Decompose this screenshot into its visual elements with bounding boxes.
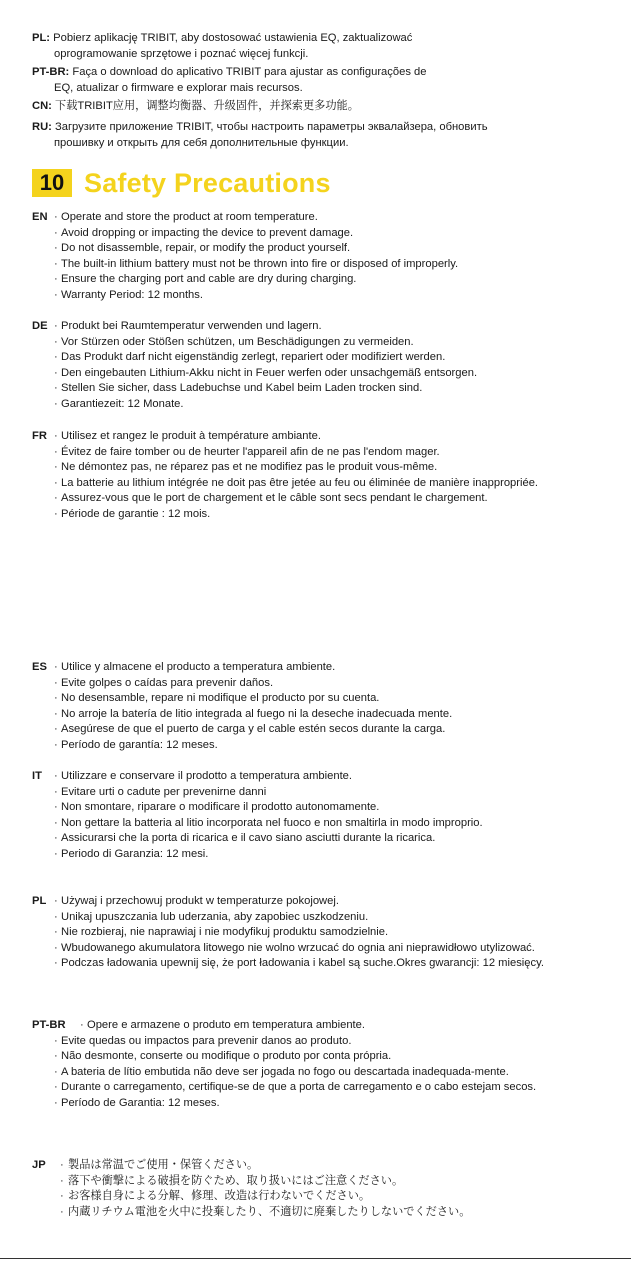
list-item: · 落下や衝撃による破損を防ぐため、取り扱いにはご注意ください。 (60, 1174, 620, 1190)
list-item: · Ensure the charging port and cable are dry during charging. (54, 272, 626, 288)
list-item: · Unikaj upuszczania lub uderzania, aby zapobiec uszkodzeniu. (54, 910, 626, 926)
list-item: · Período de garantía: 12 meses. (54, 738, 626, 754)
list-item: · Wbudowanego akumulatora litowego nie wolno wrzucać do ognia ani nieprawidłowo utylizować. (54, 941, 626, 957)
list-item: · お客様自身による分解、修理、改造は行わないでください。 (60, 1189, 620, 1205)
section-heading (32, 166, 331, 200)
lang-code: PL (32, 895, 47, 907)
intro-pl (32, 30, 622, 62)
precaution-list (54, 210, 626, 303)
lang-code: ES (32, 661, 47, 673)
lang-code: IT (32, 770, 42, 782)
list-item: · Assurez-vous que le port de chargement et le câble sont secs pendant le chargement. (54, 491, 626, 507)
intro-text-cont: oprogramowanie sprzętowe i poznać więcej funkcji. (54, 48, 309, 60)
precaution-list (60, 1158, 620, 1220)
lang-code: JP (32, 1159, 46, 1171)
list-item: · Non smontare, riparare o modificare il prodotto autonomamente. (54, 800, 626, 816)
list-item: · Ne démontez pas, ne réparez pas et ne modifiez pas le produit vous-même. (54, 460, 626, 476)
list-item: · Nie rozbieraj, nie naprawiaj i nie modyfikuj produktu samodzielnie. (54, 925, 626, 941)
list-item: · Evite quedas ou impactos para prevenir danos ao produto. (54, 1034, 626, 1050)
list-item: · Produkt bei Raumtemperatur verwenden und lagern. (54, 319, 626, 335)
list-item: · Asegúrese de que el puerto de carga y el cable estén secos durante la carga. (54, 722, 626, 738)
list-item: · No arroje la batería de litio integrada al fuego ni la deseche inadecuada mente. (54, 707, 626, 723)
list-item: · Używaj i przechowuj produkt w temperaturze pokojowej. (54, 894, 626, 910)
section-title: Safety Precautions (84, 167, 331, 198)
bottom-divider (0, 1258, 631, 1259)
list-item: · Den eingebauten Lithium-Akku nicht in Feuer werfen oder unsachgemäß entsorgen. (54, 366, 626, 382)
list-item: · Operate and store the product at room temperature. (54, 210, 626, 226)
list-item: · 製品は常温でご使用・保管ください。 (60, 1158, 620, 1174)
precaution-list (54, 660, 626, 753)
intro-ru (32, 119, 622, 151)
list-item: · Avoid dropping or impacting the device to prevent damage. (54, 226, 626, 242)
list-item: · Évitez de faire tomber ou de heurter l'appareil afin de ne pas l'endom mager. (54, 445, 626, 461)
lang-code: EN (32, 211, 48, 223)
list-item: · La batterie au lithium intégrée ne doit pas être jetée au feu ou éliminée de manière inappropriée. (54, 476, 626, 492)
section-number-badge: 10 (32, 169, 72, 197)
intro-text: Pobierz aplikację TRIBIT, aby dostosować ustawienia EQ, zaktualizować (53, 32, 413, 44)
list-item: · Période de garantie : 12 mois. (54, 507, 626, 523)
intro-text: Загрузите приложение TRIBIT, чтобы настроить параметры эквалайзера, обновить (55, 121, 488, 133)
intro-code: RU: (32, 121, 52, 133)
precaution-list (54, 894, 626, 972)
intro-code: PT-BR: (32, 66, 70, 78)
list-item: · Stellen Sie sicher, dass Ladebuchse und Kabel beim Laden trocken sind. (54, 381, 626, 397)
intro-code: CN: (32, 100, 52, 112)
list-item: · Das Produkt darf nicht eigenständig zerlegt, repariert oder modifiziert werden. (54, 350, 626, 366)
list-item: · Warranty Period: 12 months. (54, 288, 626, 304)
list-item: · Garantiezeit: 12 Monate. (54, 397, 626, 413)
list-item: · Período de Garantia: 12 meses. (54, 1096, 626, 1112)
precaution-list (54, 319, 626, 412)
list-item: · Utilisez et rangez le produit à température ambiante. (54, 429, 626, 445)
list-item: · Evitare urti o cadute per prevenirne danni (54, 785, 626, 801)
list-item: · Do not disassemble, repair, or modify the product yourself. (54, 241, 626, 257)
intro-code: PL: (32, 32, 51, 44)
list-item: · Utilizzare e conservare il prodotto a temperatura ambiente. (54, 769, 626, 785)
precaution-list (80, 1018, 625, 1034)
precaution-list-cont (54, 1034, 626, 1112)
intro-text: 下载TRIBIT应用，调整均衡器、升级固件，并探索更多功能。 (55, 100, 359, 112)
intro-text-cont: EQ, atualizar o firmware e explorar mais recursos. (54, 82, 303, 94)
intro-text-cont: прошивку и открыть для себя дополнительные функции. (54, 137, 349, 149)
list-item: · Periodo di Garanzia: 12 mesi. (54, 847, 626, 863)
lang-code: DE (32, 320, 48, 332)
list-item: · Evite golpes o caídas para prevenir daños. (54, 676, 626, 692)
list-item: · No desensamble, repare ni modifique el producto por su cuenta. (54, 691, 626, 707)
list-item: · 内蔵リチウム電池を火中に投棄したり、不適切に廃棄したりしないでください。 (60, 1205, 620, 1221)
list-item: · Assicurarsi che la porta di ricarica e il cavo siano asciutti durante la ricarica. (54, 831, 626, 847)
precaution-list (54, 429, 626, 522)
lang-code: FR (32, 430, 47, 442)
list-item: · Non gettare la batteria al litio incorporata nel fuoco e non smaltirla in modo improprio. (54, 816, 626, 832)
list-item: · Não desmonte, conserte ou modifique o produto por conta própria. (54, 1049, 626, 1065)
precaution-list (54, 769, 626, 862)
list-item: · A bateria de lítio embutida não deve ser jogada no fogo ou descartada inadequada-mente. (54, 1065, 626, 1081)
intro-text: Faça o download do aplicativo TRIBIT para ajustar as configurações de (72, 66, 427, 78)
list-item: · Opere e armazene o produto em temperatura ambiente. (80, 1018, 625, 1034)
list-item: · Vor Stürzen oder Stößen schützen, um Beschädigungen zu vermeiden. (54, 335, 626, 351)
list-item: · The built-in lithium battery must not be thrown into fire or disposed of improperly. (54, 257, 626, 273)
list-item: · Podczas ładowania upewnij się, że port ładowania i kabel są suche.Okres gwarancji: 12 miesięcy. (54, 956, 626, 972)
list-item: · Utilice y almacene el producto a temperatura ambiente. (54, 660, 626, 676)
intro-cn (32, 98, 622, 114)
lang-code: PT-BR (32, 1019, 66, 1031)
list-item: · Durante o carregamento, certifique-se de que a porta de carregamento e o cabo estejam secos. (54, 1080, 626, 1096)
intro-ptbr (32, 64, 622, 96)
